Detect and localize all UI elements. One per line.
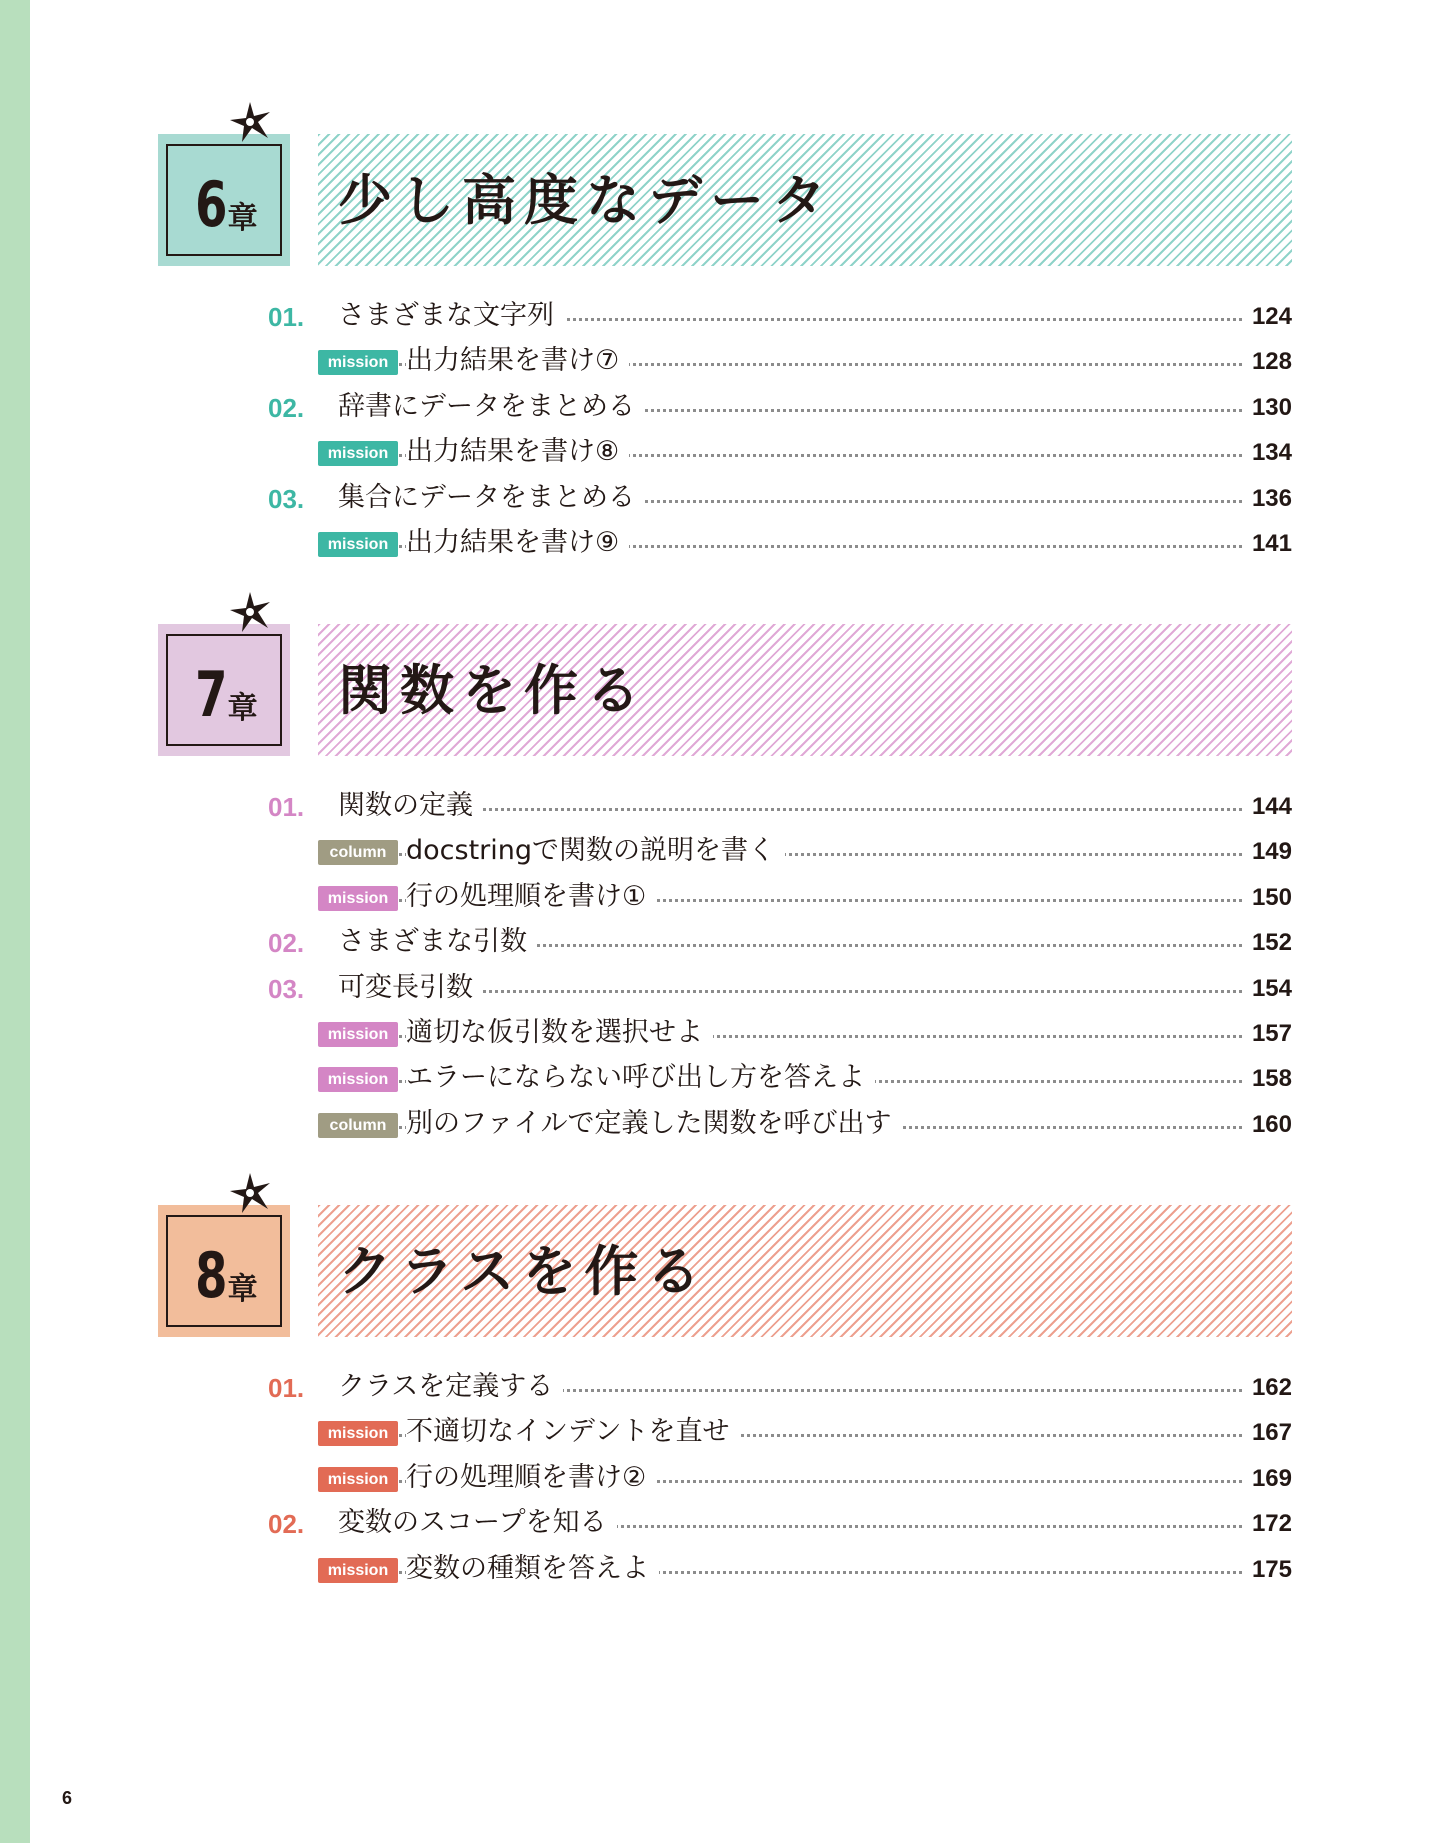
toc-section-entry[interactable] xyxy=(158,784,1292,829)
shuriken-icon xyxy=(228,590,272,634)
entry-page-number: 144 xyxy=(1246,790,1292,824)
entry-page-number: 167 xyxy=(1246,1416,1292,1450)
column-badge: column xyxy=(318,840,398,865)
toc-section-entry[interactable] xyxy=(158,385,1292,430)
chapter-label: 章 xyxy=(227,201,258,236)
shuriken-icon xyxy=(228,1171,272,1215)
toc-sub-entry[interactable] xyxy=(158,1011,1292,1056)
entry-page-number: 136 xyxy=(1246,482,1292,516)
chapter-label: 章 xyxy=(227,1272,258,1307)
toc-sub-entry[interactable] xyxy=(158,521,1292,566)
section-number: 01. xyxy=(268,792,305,822)
toc-sub-entry[interactable] xyxy=(158,1547,1292,1592)
entry-page-number: 128 xyxy=(1246,345,1292,379)
toc-section-entry[interactable] xyxy=(158,966,1292,1011)
shuriken-icon xyxy=(228,100,272,144)
entry-title: 行の処理順を書け① xyxy=(406,879,656,915)
entry-title: docstringで関数の説明を書く xyxy=(406,833,785,869)
toc-sub-entry[interactable] xyxy=(158,430,1292,475)
entry-title: 行の処理順を書け② xyxy=(406,1460,656,1496)
mission-badge: mission xyxy=(318,1067,398,1092)
entry-page-number: 152 xyxy=(1246,926,1292,960)
section-number: 01. xyxy=(268,1373,305,1403)
chapter-title: 少し高度なデータ xyxy=(338,169,834,232)
chapter-label: 章 xyxy=(227,691,258,726)
toc-section-entry[interactable] xyxy=(158,1501,1292,1546)
entry-title: エラーにならない呼び出し方を答えよ xyxy=(406,1060,875,1096)
entry-page-number: 130 xyxy=(1246,391,1292,425)
entry-title: 関数の定義 xyxy=(338,788,483,824)
toc-section-entry[interactable] xyxy=(158,476,1292,521)
toc-sub-entry[interactable] xyxy=(158,339,1292,384)
column-badge: column xyxy=(318,1113,398,1138)
chapter-number-frame xyxy=(166,634,282,746)
mission-badge: mission xyxy=(318,441,398,466)
entry-page-number: 134 xyxy=(1246,436,1292,470)
entry-page-number: 158 xyxy=(1246,1062,1292,1096)
entry-page-number: 175 xyxy=(1246,1553,1292,1587)
section-number: 01. xyxy=(268,302,305,332)
toc-sub-entry[interactable] xyxy=(158,1056,1292,1101)
entry-title: 不適切なインデントを直せ xyxy=(406,1414,739,1450)
toc-section-entry[interactable] xyxy=(158,1365,1292,1410)
mission-badge: mission xyxy=(318,1421,398,1446)
section-number: 03. xyxy=(268,973,305,1004)
chapter-number-box xyxy=(158,1205,290,1337)
entry-page-number: 154 xyxy=(1246,972,1292,1006)
chapter-number-box xyxy=(158,134,290,266)
entry-page-number: 149 xyxy=(1246,835,1292,869)
toc-sub-entry[interactable] xyxy=(158,1456,1292,1501)
entry-page-number: 160 xyxy=(1246,1108,1292,1142)
toc-section-entry[interactable] xyxy=(158,294,1292,339)
entry-title: 別のファイルで定義した関数を呼び出す xyxy=(406,1106,901,1142)
side-color-band xyxy=(0,0,30,1843)
mission-badge: mission xyxy=(318,532,398,557)
toc-sub-entry[interactable] xyxy=(158,1102,1292,1147)
entry-title: 出力結果を書け⑦ xyxy=(406,343,629,379)
mission-badge: mission xyxy=(318,350,398,375)
mission-badge: mission xyxy=(318,1558,398,1583)
toc-sub-entry[interactable] xyxy=(158,875,1292,920)
chapter-title: クラスを作る xyxy=(338,1240,709,1303)
entry-title: 出力結果を書け⑨ xyxy=(406,525,629,561)
entry-page-number: 150 xyxy=(1246,881,1292,915)
entry-title: 出力結果を書け⑧ xyxy=(406,434,629,470)
entry-title: 適切な仮引数を選択せよ xyxy=(406,1015,713,1051)
chapter-number-frame xyxy=(166,1215,282,1327)
mission-badge: mission xyxy=(318,1467,398,1492)
entry-page-number: 172 xyxy=(1246,1507,1292,1541)
mission-badge: mission xyxy=(318,886,398,911)
entry-page-number: 162 xyxy=(1246,1371,1292,1405)
toc-sub-entry[interactable] xyxy=(158,829,1292,874)
entry-title: 変数の種類を答えよ xyxy=(406,1551,659,1587)
entry-title: さまざまな引数 xyxy=(338,924,537,960)
page-number: 6 xyxy=(62,1788,73,1808)
toc-sub-entry[interactable] xyxy=(158,1410,1292,1455)
entry-title: 辞書にデータをまとめる xyxy=(338,389,645,425)
entry-title: さまざまな文字列 xyxy=(338,298,564,334)
chapter-number: 8 xyxy=(195,1239,227,1312)
entry-title: 変数のスコープを知る xyxy=(338,1505,617,1541)
section-number: 03. xyxy=(268,483,305,514)
chapter-number-box xyxy=(158,624,290,756)
entry-page-number: 169 xyxy=(1246,1462,1292,1496)
chapter-title: 関数を作る xyxy=(338,659,648,722)
section-number: 02. xyxy=(268,928,305,959)
chapter-number: 6 xyxy=(195,168,227,241)
mission-badge: mission xyxy=(318,1022,398,1047)
toc-section-entry[interactable] xyxy=(158,920,1292,965)
section-number: 02. xyxy=(268,1509,305,1540)
entry-page-number: 124 xyxy=(1246,300,1292,334)
chapter-number-frame xyxy=(166,144,282,256)
chapter-title-band xyxy=(318,624,1292,756)
entry-page-number: 141 xyxy=(1246,527,1292,561)
entry-title: クラスを定義する xyxy=(338,1369,563,1405)
entry-title: 集合にデータをまとめる xyxy=(338,480,645,516)
entry-title: 可変長引数 xyxy=(338,970,483,1006)
chapter-number: 7 xyxy=(195,658,227,731)
chapter-title-band xyxy=(318,1205,1292,1337)
entry-page-number: 157 xyxy=(1246,1017,1292,1051)
chapter-title-band xyxy=(318,134,1292,266)
section-number: 02. xyxy=(268,392,305,423)
